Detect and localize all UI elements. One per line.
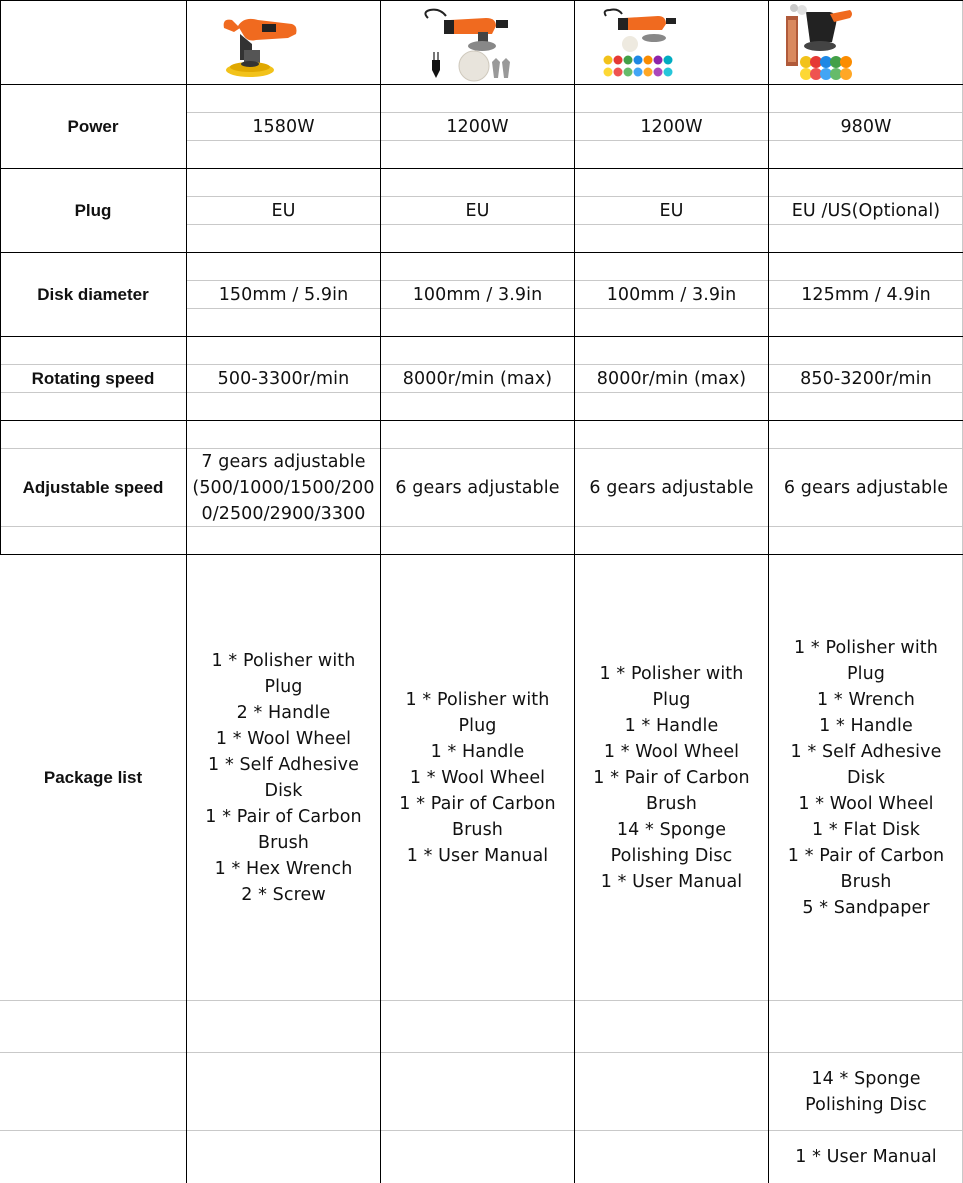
package-item: 1 * Flat Disk (812, 820, 920, 840)
plug-value-1: EU (271, 200, 296, 221)
package-item: 1 * Hex Wrench (214, 859, 353, 879)
package-item: 1 * User Manual (406, 846, 549, 866)
package-item: Polishing Disc (805, 1095, 927, 1115)
package-item: 2 * Handle (236, 703, 331, 723)
angle-polisher-sponge-kit-icon (600, 8, 680, 82)
power-value-3: 1200W (640, 116, 703, 137)
row-label-rotating-speed: Rotating speed (31, 369, 155, 388)
orange-rotary-polisher-icon (218, 14, 300, 80)
package-item: 14 * Sponge (811, 1069, 921, 1089)
package-item: 1 * Wool Wheel (798, 794, 934, 814)
row-label-power: Power (67, 117, 119, 136)
package-item: 1 * Polisher with Plug (794, 638, 938, 684)
angle-polisher-kit-icon (420, 8, 512, 84)
power-value-1: 1580W (252, 116, 315, 137)
plug-value-3: EU (659, 200, 684, 221)
plug-value-4: EU /US(Optional) (791, 200, 941, 221)
disk-diameter-value-3: 100mm / 3.9in (606, 284, 737, 305)
package-item: 1 * User Manual (600, 872, 743, 892)
package-item: 1 * Wool Wheel (409, 768, 546, 788)
package-item: Brush (645, 794, 697, 814)
package-item: 1 * Pair of Carbon (593, 768, 750, 788)
package-item: 1 * Wool Wheel (215, 729, 352, 749)
package-list-2 (381, 555, 574, 1001)
package-item: 1 * Pair of Carbon (205, 807, 362, 827)
rotating-speed-value-4: 850-3200r/min (800, 368, 932, 389)
package-item: 1 * Handle (819, 716, 913, 736)
package-list-3 (575, 555, 768, 1001)
adjustable-speed-value-3: 6 gears adjustable (589, 478, 754, 498)
package-item: Polishing Disc (610, 846, 733, 866)
package-item: 14 * Sponge (616, 820, 727, 840)
package-item: 1 * Handle (624, 716, 719, 736)
package-item: 1 * Polisher with Plug (405, 690, 550, 736)
package-item: 5 * Sandpaper (802, 898, 930, 918)
package-list-4-overflow-1 (769, 1053, 963, 1131)
power-value-2: 1200W (446, 116, 509, 137)
package-item: 1 * Self Adhesive Disk (208, 755, 359, 801)
package-item: 1 * Self Adhesive Disk (790, 742, 942, 788)
row-label-package-list: Package list (43, 768, 143, 787)
polisher-full-kit-icon (784, 2, 856, 82)
adjustable-speed-value-2: 6 gears adjustable (395, 478, 560, 498)
adjustable-speed-value-1 (187, 449, 380, 527)
plug-value-2: EU (465, 200, 490, 221)
adjustable-speed-value-4: 6 gears adjustable (783, 478, 949, 498)
package-item: Brush (451, 820, 503, 840)
package-item: 1 * Wool Wheel (603, 742, 740, 762)
power-value-4: 980W (840, 116, 892, 137)
package-item: 1 * Handle (430, 742, 525, 762)
adjustable-speed-line: 7 gears adjustable (201, 452, 366, 472)
package-item: 1 * Polisher with Plug (211, 651, 356, 697)
adjustable-speed-line: 0/2500/2900/3300 (201, 504, 366, 524)
package-item: 1 * Wrench (817, 690, 915, 710)
adjustable-speed-line: (500/1000/1500/200 (192, 478, 375, 498)
package-item: 1 * Pair of Carbon (787, 846, 945, 866)
rotating-speed-value-1: 500-3300r/min (217, 368, 350, 389)
package-list-4-overflow-2: 1 * User Manual (795, 1147, 937, 1167)
row-label-adjustable-speed: Adjustable speed (22, 478, 164, 497)
package-list-1 (187, 555, 380, 1001)
row-label-plug: Plug (74, 201, 112, 220)
package-item: 2 * Screw (241, 885, 326, 905)
disk-diameter-value-4: 125mm / 4.9in (801, 284, 931, 305)
rotating-speed-value-3: 8000r/min (max) (596, 368, 747, 389)
disk-diameter-value-2: 100mm / 3.9in (412, 284, 543, 305)
package-item: Brush (257, 833, 309, 853)
disk-diameter-value-1: 150mm / 5.9in (218, 284, 349, 305)
row-label-disk-diameter: Disk diameter (37, 285, 149, 304)
package-item: 1 * Pair of Carbon (399, 794, 556, 814)
package-item: Brush (840, 872, 892, 892)
package-list-4 (769, 555, 963, 1001)
rotating-speed-value-2: 8000r/min (max) (402, 368, 553, 389)
package-item: 1 * Polisher with Plug (599, 664, 744, 710)
